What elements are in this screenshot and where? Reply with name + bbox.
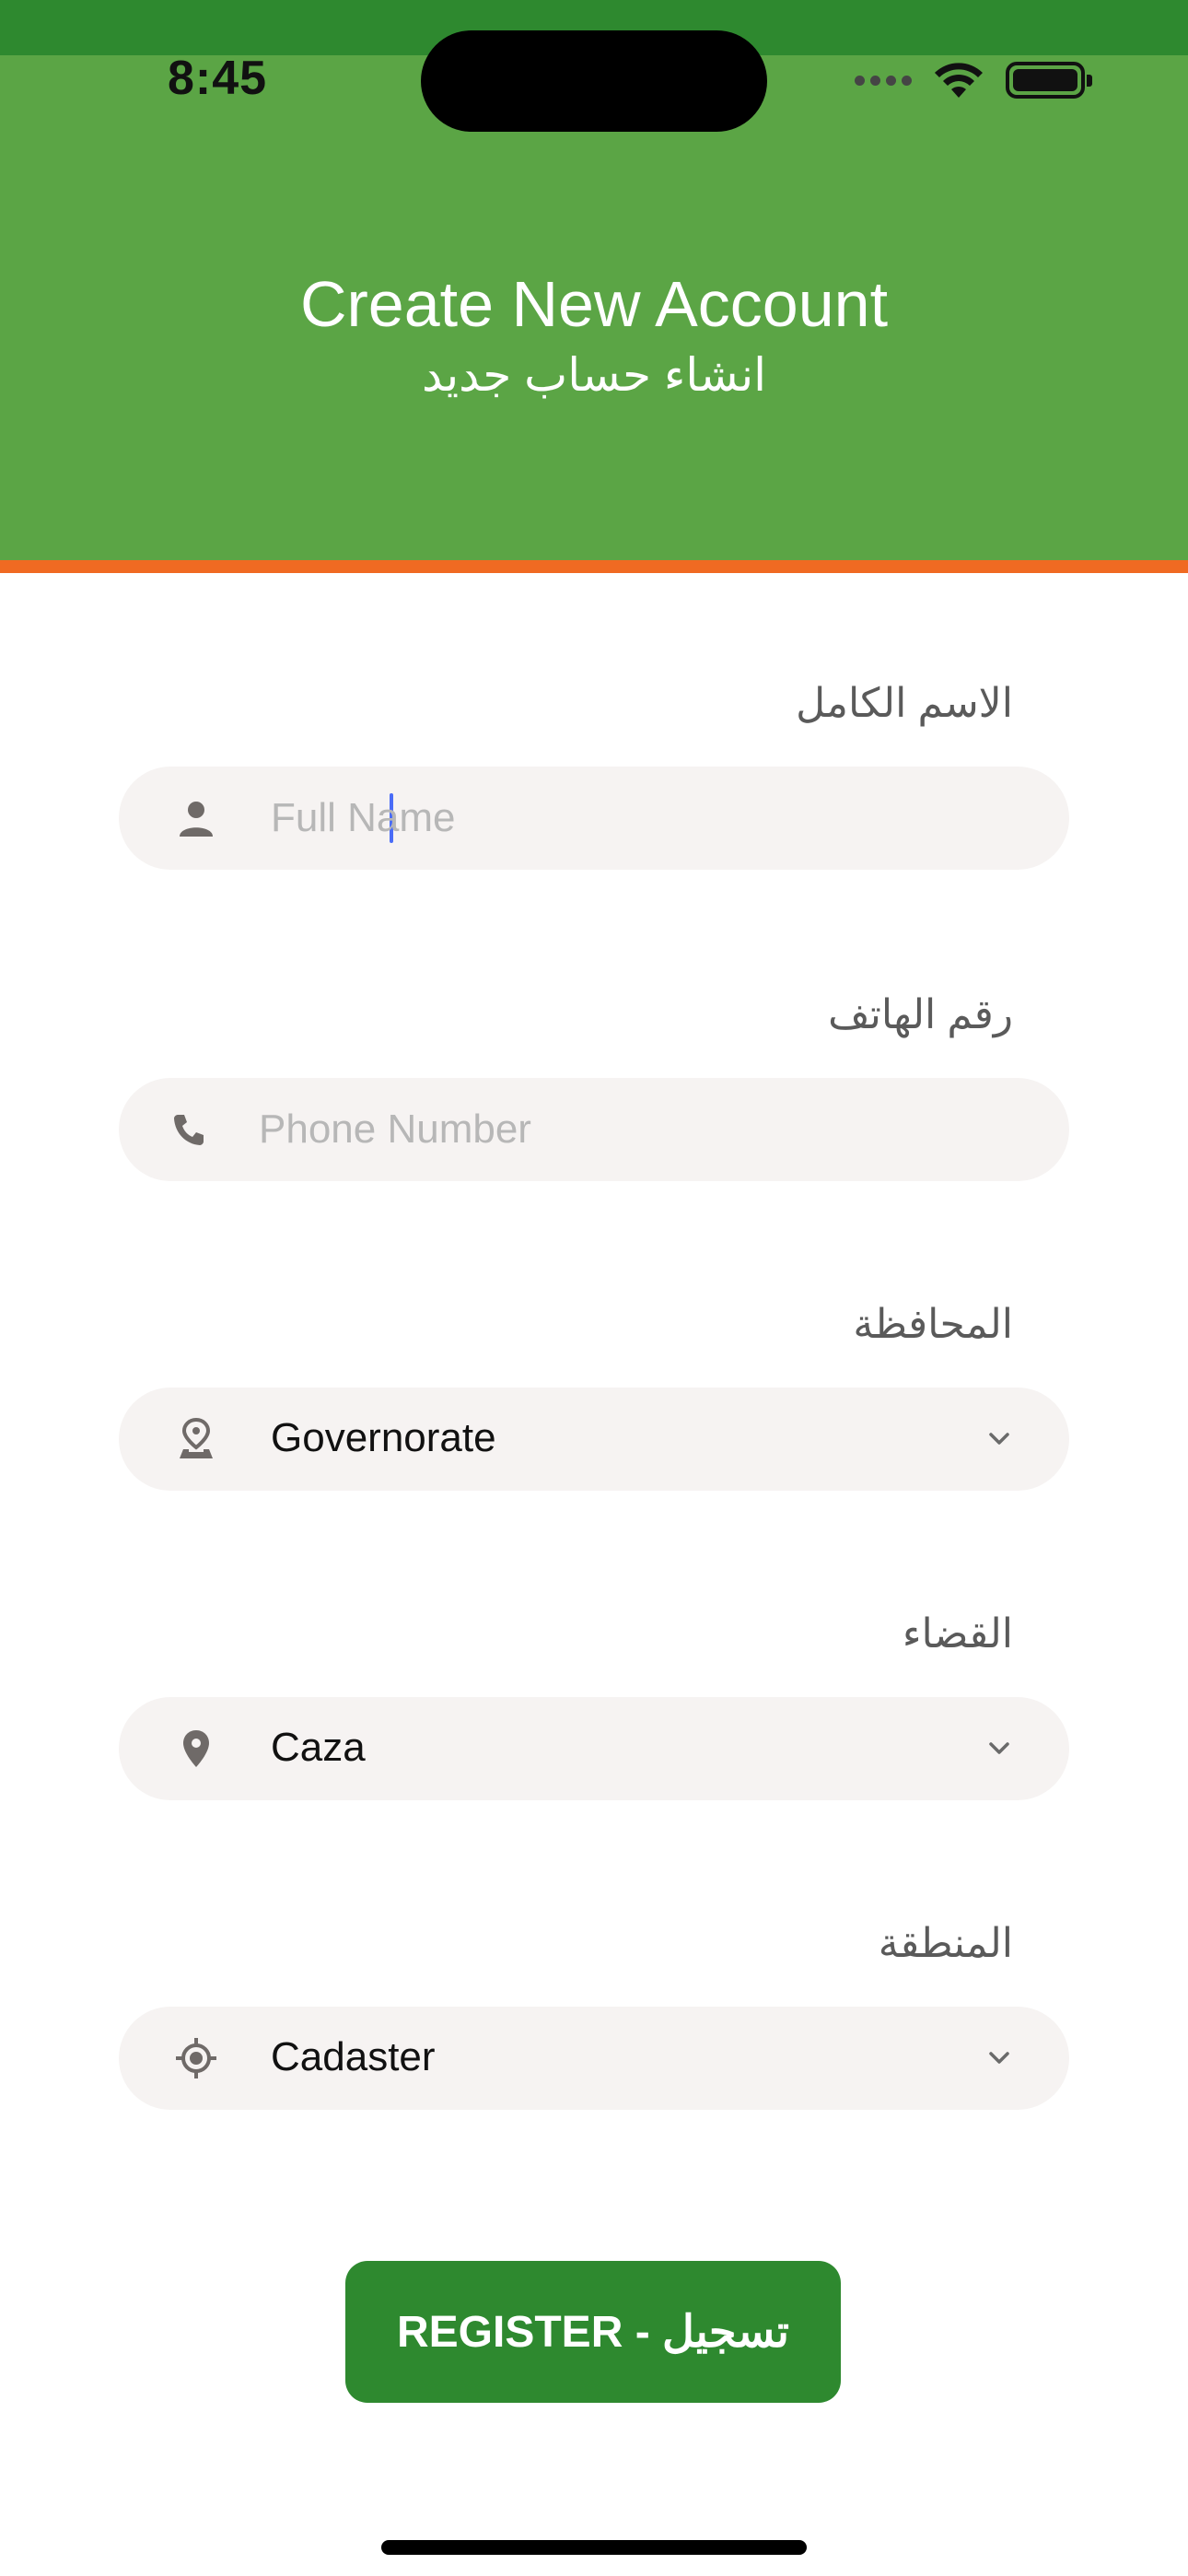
chevron-down-icon	[984, 2043, 1014, 2073]
phone-field[interactable]	[119, 1078, 1069, 1181]
chevron-down-icon	[984, 1424, 1014, 1454]
status-time: 8:45	[168, 52, 268, 105]
cadaster-label: المنطقة	[878, 1921, 1013, 1966]
header-accent-line	[0, 560, 1188, 573]
caza-label: القضاء	[902, 1611, 1013, 1657]
chevron-down-icon	[984, 1734, 1014, 1763]
page-title: Create New Account	[299, 268, 889, 340]
caza-dropdown[interactable]	[119, 1697, 1069, 1800]
governorate-label: المحافظة	[853, 1302, 1013, 1347]
register-button[interactable]: REGISTER - تسجيل	[345, 2261, 841, 2403]
phone-input[interactable]	[259, 1098, 977, 1161]
phone-label: رقم الهاتف	[828, 992, 1013, 1037]
full-name-input[interactable]	[271, 787, 989, 849]
wifi-icon	[932, 61, 985, 100]
phone-icon	[167, 1107, 211, 1152]
full-name-field[interactable]	[119, 767, 1069, 870]
map-pin-icon	[174, 1417, 218, 1461]
gps-target-icon	[174, 2036, 218, 2080]
governorate-dropdown[interactable]	[119, 1388, 1069, 1491]
caza-value: Caza	[271, 1725, 366, 1770]
battery-icon	[1006, 62, 1085, 99]
header	[0, 0, 1188, 560]
dynamic-island	[421, 30, 767, 132]
status-icons	[855, 57, 1085, 103]
cadaster-value: Cadaster	[271, 2034, 436, 2079]
location-pin-icon	[174, 1727, 218, 1771]
person-icon	[174, 796, 218, 840]
home-indicator[interactable]	[381, 2540, 807, 2555]
page-subtitle: انشاء حساب جديد	[421, 349, 767, 401]
governorate-value: Governorate	[271, 1415, 496, 1460]
full-name-label: الاسم الكامل	[796, 681, 1013, 726]
cadaster-dropdown[interactable]	[119, 2007, 1069, 2110]
cellular-signal-icon	[855, 76, 912, 86]
